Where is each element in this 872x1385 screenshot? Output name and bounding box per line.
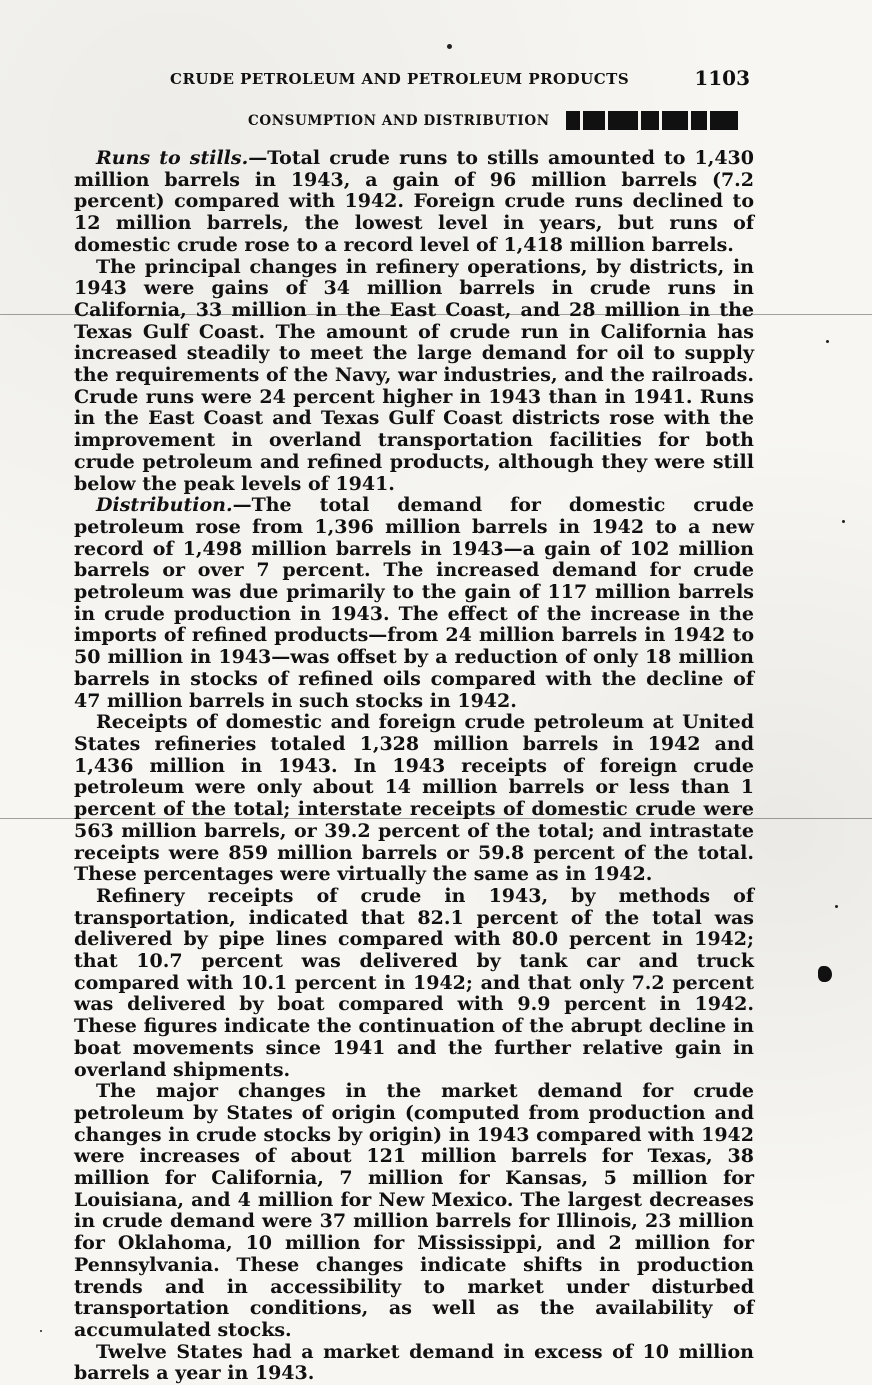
running-head	[170, 66, 750, 92]
running-title: CRUDE PETROLEUM AND PETROLEUM PRODUCTS	[170, 70, 630, 88]
paragraph-transportation	[74, 886, 754, 1081]
body-text	[74, 148, 754, 1385]
paragraph-runs-to-stills	[74, 148, 754, 257]
paragraph-text: The principal changes in refinery operations, by districts, in 1943 were gains of 34 million barrels in crude runs in California, 33 million in the East Coast, and 28 million in the Texas Gulf Coast. The amount of crude run in California has increased steadily to meet the large demand for oil to supply the requirements of the Navy, war industries, and the railroads. Crude runs were 24 percent higher in 1943 than in 1941. Runs in the East Coast and Texas Gulf Coast districts rose with the improvement in overland transportation facilities for both crude petroleum and refined products, although they were still below the peak levels of 1941.	[74, 255, 754, 495]
paragraph-lead: Distribution.	[96, 494, 233, 517]
ink-speck	[835, 905, 838, 908]
ink-speck	[447, 44, 452, 49]
paragraph-text: —Total crude runs to stills amounted to 1,430 million barrels in 1943, a gain of 96 million barrels (7.2 percent) compared with 1942. Foreign crude runs declined to 12 million barrels, the lowest level in years, but runs of domestic crude rose to a record level of 1,418 million barrels.	[74, 147, 754, 256]
paragraph-text: The major changes in the market demand for crude petroleum by States of origin (computed from production and changes in crude stocks by origin) in 1943 compared with 1942 were increases of about 121 million barrels for Texas, 38 million for California, 7 million for Kansas, 5 million for Louisiana, and 4 million for New Mexico. The largest decreases in crude demand were 37 million barrels for Illinois, 23 million for Oklahoma, 10 million for Mississippi, and 2 million for Pennsylvania. These changes indicate shifts in production trends and in accessibility to market under disturbed transportation conditions, as well as the availability of accumulated stocks.	[74, 1080, 754, 1341]
paragraph-refinery-operations	[74, 257, 754, 496]
ink-blot	[818, 966, 832, 982]
section-title-rule-decoration	[566, 111, 746, 130]
ink-speck	[40, 1330, 42, 1332]
paragraph-receipts	[74, 712, 754, 886]
paragraph-market-demand	[74, 1081, 754, 1341]
scan-line-artifact	[0, 314, 872, 315]
paragraph-distribution	[74, 495, 754, 712]
section-title: CONSUMPTION AND DISTRIBUTION	[248, 113, 550, 129]
paragraph-text: —The total demand for domestic crude petroleum rose from 1,396 million barrels in 1942 to a new record of 1,498 million barrels in 1943—a gain of 102 million barrels or over 7 percent. The increased demand for crude petroleum was due primarily to the gain of 117 million barrels in crude production in 1943. The effect of the increase in the imports of refined products—from 24 million barrels in 1942 to 50 million in 1943—was offset by a reduction of only 18 million barrels in stocks of refined oils compared with the decline of 47 million barrels in such stocks in 1942.	[74, 494, 754, 712]
scan-line-artifact	[0, 818, 872, 819]
paragraph-text: Refinery receipts of crude in 1943, by methods of transportation, indicated that 82.1 percent of the total was delivered by pipe lines compared with 80.0 percent in 1942; that 10.7 percent was delivered by tank car and truck compared with 10.1 percent in 1942; and that only 7.2 percent was delivered by boat compared with 9.9 percent in 1942. These figures indicate the continuation of the abrupt decline in boat movements since 1941 and the further relative gain in overland shipments.	[74, 884, 754, 1081]
page-number: 1103	[694, 66, 750, 90]
paragraph-text: Receipts of domestic and foreign crude petroleum at United States refineries totaled 1,328 million barrels in 1942 and 1,436 million in 1943. In 1943 receipts of foreign crude petroleum were only about 14 million barrels or less than 1 percent of the total; interstate receipts of domestic crude were 563 million barrels, or 39.2 percent of the total; and intrastate receipts were 859 million barrels or 59.8 percent of the total. These percentages were virtually the same as in 1942.	[74, 711, 754, 886]
ink-speck	[826, 340, 829, 343]
paragraph-twelve-states	[74, 1342, 754, 1385]
paragraph-lead: Runs to stills.	[96, 147, 249, 169]
ink-speck	[842, 520, 845, 523]
paragraph-text: Twelve States had a market demand in excess of 10 million barrels a year in 1943.	[74, 1340, 754, 1385]
